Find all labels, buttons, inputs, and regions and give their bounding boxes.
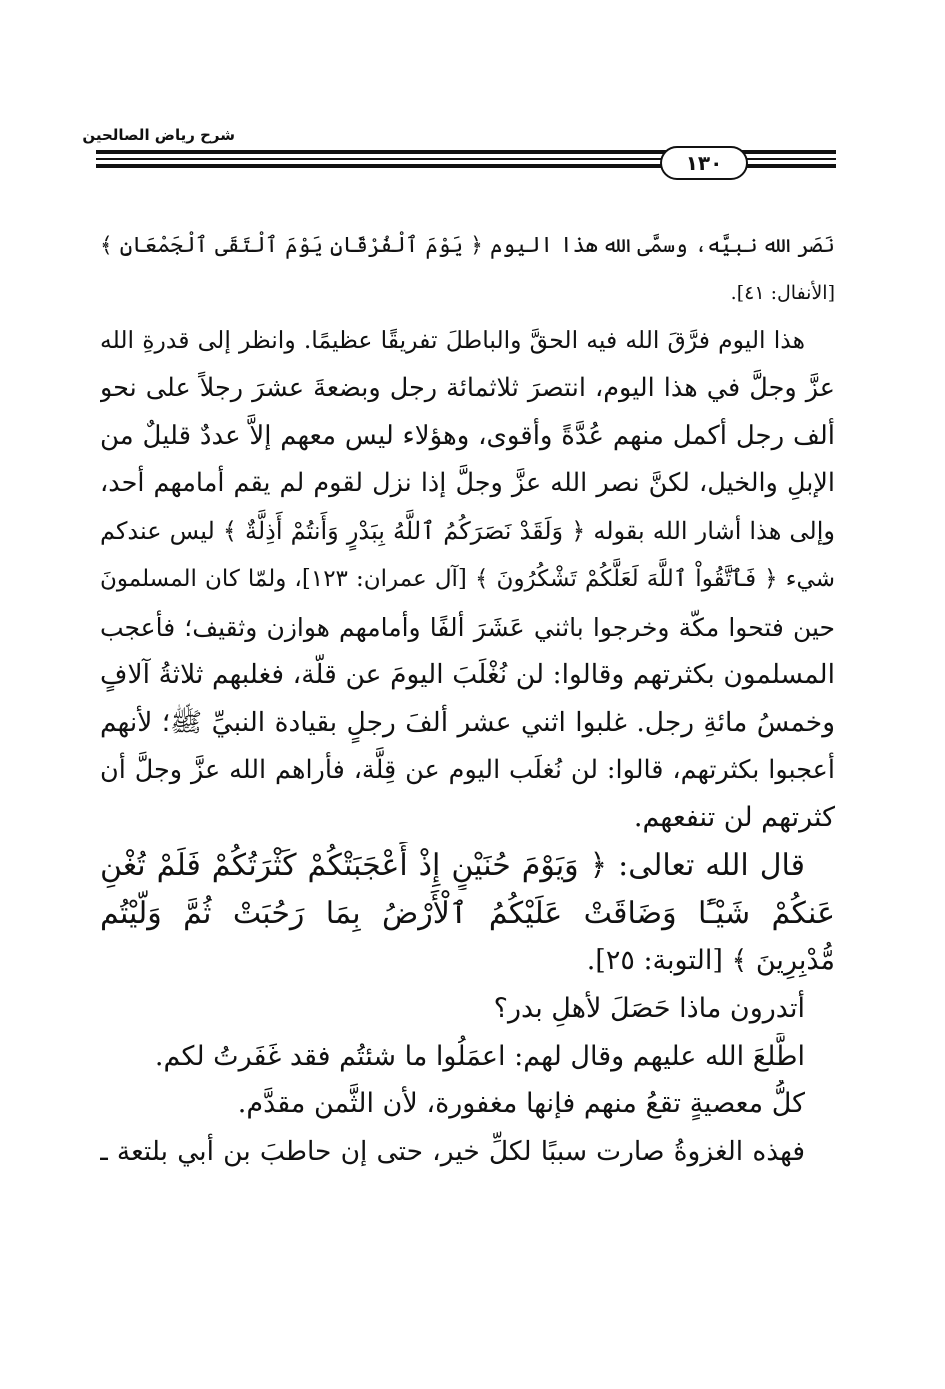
text-line: الإبلِ والخيل، لكنَّ نصر الله عزَّ وجلَّ إذا نزل لقوم لم يقم أمامهم أحد،	[100, 468, 835, 499]
text-line: المسلمون بكثرتهم وقالوا: لن نُغْلَبَ اليومَ عن قلّة، فغلبهم ثلاثةُ آلافٍ	[100, 659, 835, 691]
text-line: نَصَر الله نبيَّه، وسمَّى الله هذا اليوم ﴿ يَوْمَ ٱلْفُرْقَانِ يَوْمَ ٱلْتَقَى ٱلْجَمْعَانِ ﴾	[100, 233, 835, 258]
text-line: اطَّلعَ الله عليهم وقال لهم: اعمَلُوا ما شئتُم فقد غَفَرتُ لكم.	[154, 1040, 805, 1072]
text-line: ألف رجل أكمل منهم عُدَّةً وأقوى، وهؤلاء ليس معهم إلاَّ عددٌ قليلٌ من	[100, 420, 835, 451]
text-line: شيء ﴿ فَٱتَّقُواْ ٱللَّهَ لَعَلَّكُمْ تَشْكُرُونَ ﴾ [آل عمران: ١٢٣]، ولمّا كان المسلمونَ	[100, 565, 835, 592]
text-line: قال الله تعالى: ﴿ وَيَوْمَ حُنَيْنٍ إِذْ أَعْجَبَتْكُمْ كَثْرَتُكُمْ فَلَمْ تُغْنِ	[100, 847, 805, 883]
text-line: مُّدْبِرِينَ ﴾ [التوبة: ٢٥].	[586, 945, 835, 977]
page-number: ١٣٠	[685, 151, 723, 175]
text-line: أتدرون ماذا حَصَلَ لأهلِ بدر؟	[493, 993, 805, 1024]
page-number-badge	[660, 146, 748, 180]
text-line: كثرتهم لن تنفعهم.	[633, 802, 835, 834]
text-line: هذا اليوم فرَّقَ الله فيه الحقَّ والباطلَ تفريقًا عظيمًا. وانظر إلى قدرةِ الله	[100, 326, 805, 355]
text-line: وخمسُ مائةِ رجل. غلبوا اثني عشر ألفَ رجلٍ بقيادة النبيِّ ﷺ؛ لأنهم	[100, 706, 835, 738]
text-line: عَنكُمْ شَيْـًٔا وَضَاقَتْ عَلَيْكُمُ ٱلْأَرْضُ بِمَا رَحُبَتْ ثُمَّ وَلَّيْتُم	[100, 895, 835, 931]
running-head-title: شرح رياض الصالحين	[82, 126, 235, 144]
body-text	[100, 222, 835, 1176]
text-line: فهذه الغزوةُ صارت سببًا لكلِّ خير، حتى إن حاطبَ بن أبي بلتعة ـ	[100, 1136, 805, 1168]
text-line: وإلى هذا أشار الله بقوله ﴿ وَلَقَدْ نَصَرَكُمُ ٱللَّهُ بِبَدْرٍ وَأَنتُمْ أَذِلَّةٌ ﴾ ليس عندكم	[100, 517, 835, 546]
text-line: أعجبوا بكثرتهم، قالوا: لن نُغلَب اليوم عن قِلَّة، فأراهم الله عزَّ وجلَّ أن	[100, 754, 835, 785]
text-line: كلُّ معصيةٍ تقعُ منهم فإنها مغفورة، لأن الثَّمن مقدَّم.	[237, 1088, 805, 1120]
text-line: [الأنفال: ٤١].	[730, 281, 835, 304]
text-line: عزَّ وجلَّ في هذا اليوم، انتصرَ ثلاثمائة رجل وبضعةَ عشرَ رجلاً على نحو	[100, 373, 835, 404]
text-line: حين فتحوا مكّة وخرجوا باثني عَشَرَ ألفًا وأمامهم هوازن وثقيف؛ فأعجب	[100, 612, 835, 642]
